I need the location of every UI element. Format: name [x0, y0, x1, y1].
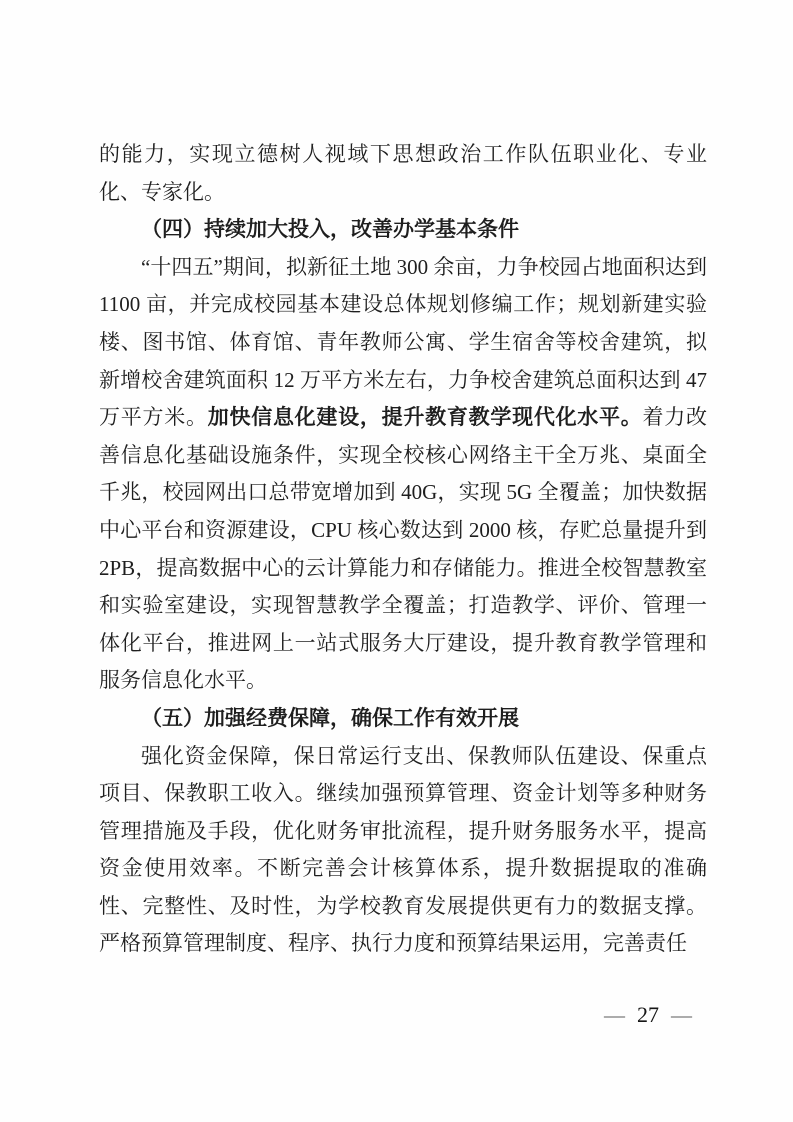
bold-text-segment: 加快信息化建设，提升教育教学现代化水平。: [207, 405, 643, 430]
text-segment: 着力改善信息化基础设施条件，实现全校核心网络主干全万兆、桌面全千兆，校园网出口总带宽增加到 40G，实现 5G 全覆盖；加快数据中心平台和资源建设，CPU 核心数达到 2000 核，存贮总量提升到 2PB，提高数据中心的云计算能力和存储能力。推进全校智慧教室和实验室建设，实现智慧教学全覆盖；打造教学、评价、管理一体化平台，推进网上一站式服务大厅建设，提升教育教学管理和服务信息化水平。: [99, 405, 708, 693]
document-body: [99, 136, 707, 963]
bold-text-segment: （四）持续加大投入，改善办学基本条件: [141, 217, 519, 242]
text-segment: “十四五”期间，拟新征土地 300 余亩，力争校园占地面积达到 1100 亩，并完成校园基本建设总体规划修编工作；规划新建实验楼、图书馆、体育馆、青年教师公寓、学生宿舍等校舍建筑，拟新增校舍建筑面积 12 万平方米左右，力争校舍建筑总面积达到 47 万平方米。: [99, 254, 707, 430]
footer-dash-left: —: [604, 1003, 625, 1027]
text-segment: 的能力，实现立德树人视域下思想政治工作队伍职业化、专业化、专家化。: [99, 142, 707, 204]
footer-dash-right: —: [671, 1003, 692, 1027]
paragraph-campus-construction: [99, 249, 707, 700]
section-heading-4: [99, 211, 707, 249]
section-heading-5: [99, 700, 707, 738]
bold-text-segment: （五）加强经费保障，确保工作有效开展: [141, 705, 519, 730]
page-footer: [604, 1001, 692, 1029]
paragraph-continuation: [99, 136, 707, 211]
paragraph-funding-guarantee: [99, 738, 707, 964]
text-segment: 强化资金保障，保日常运行支出、保教师队伍建设、保重点项目、保教职工收入。继续加强预算管理、资金计划等多种财务管理措施及手段，优化财务审批流程，提升财务服务水平，提高资金使用效率。不断完善会计核算体系，提升数据提取的准确性、完整性、及时性，为学校教育发展提供更有力的数据支撑。严格预算管理制度、程序、执行力度和预算结果运用，完善责任: [99, 743, 707, 956]
page-number: 27: [637, 1002, 659, 1027]
